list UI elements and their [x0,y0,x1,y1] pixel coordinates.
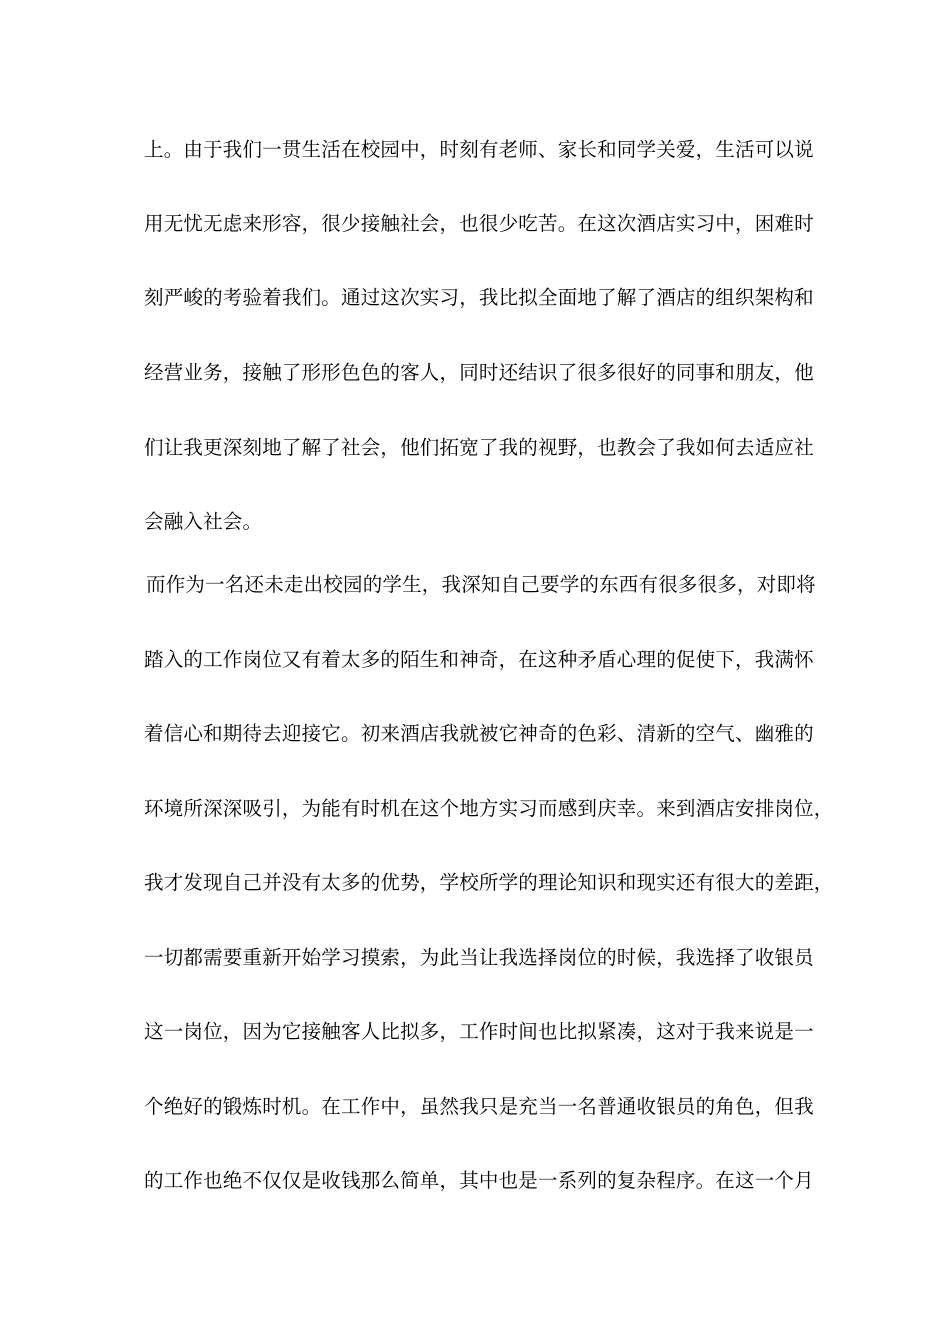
text-line: 刻严峻的考验着我们。通过这次实习，我比拟全面地了解了酒店的组织架构和 [144,286,814,309]
text-line: 经营业务，接触了形形色色的客人，同时还结识了很多很好的同事和朋友，他 [144,361,814,384]
text-line: 环境所深深吸引，为能有时机在这个地方实习而感到庆幸。来到酒店安排岗位， [144,797,834,820]
text-line: 踏入的工作岗位又有着太多的陌生和神奇，在这种矛盾心理的促使下，我满怀 [144,648,814,671]
text-line: 们让我更深刻地了解了社会，他们拓宽了我的视野，也教会了我如何去适应社 [144,436,814,459]
text-line: 这一岗位，因为它接触客人比拟多，工作时间也比拟紧凑，这对于我来说是一 [144,1020,814,1043]
text-line: 个绝好的锻炼时机。在工作中，虽然我只是充当一名普通收银员的角色，但我 [144,1095,814,1118]
text-line: 一切都需要重新开始学习摸索，为此当让我选择岗位的时候，我选择了收银员 [144,946,814,969]
text-line: 而作为一名还未走出校园的学生，我深知自己要学的东西有很多很多，对即将 [146,573,816,596]
text-line: 着信心和期待去迎接它。初来酒店我就被它神奇的色彩、清新的空气、幽雅的 [144,722,814,745]
text-line: 用无忧无虑来形容，很少接触社会，也很少吃苦。在这次酒店实习中，困难时 [144,212,814,235]
text-line: 我才发现自己并没有太多的优势，学校所学的理论知识和现实还有很大的差距， [144,871,834,894]
text-line: 的工作也绝不仅仅是收钱那么简单，其中也是一系列的复杂程序。在这一个月 [144,1169,814,1192]
text-line: 上。由于我们一贯生活在校园中，时刻有老师、家长和同学关爱，生活可以说 [144,138,814,161]
text-line: 会融入社会。 [144,510,263,533]
